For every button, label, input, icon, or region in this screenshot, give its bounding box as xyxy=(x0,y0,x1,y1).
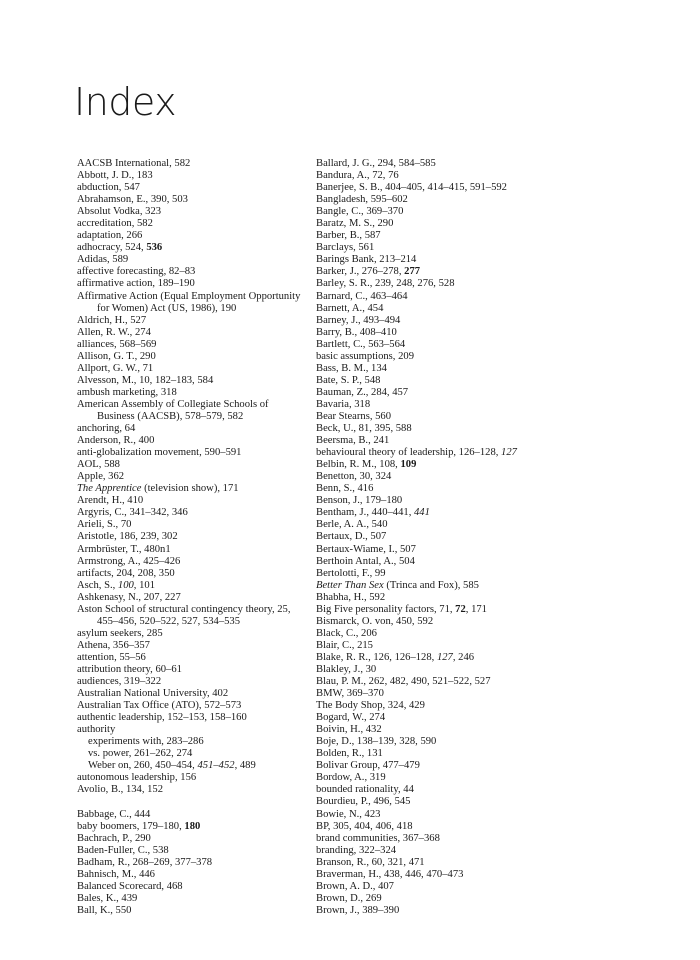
index-entry-text: Benetton, 30, 324 xyxy=(316,471,392,483)
index-entry xyxy=(77,833,302,845)
index-entry-text: Benn, S., 416 xyxy=(316,483,374,495)
index-entry-text: baby boomers, 179–180, xyxy=(77,820,185,832)
index-entry-text: Baden-Fuller, C., 538 xyxy=(77,844,169,856)
index-entry xyxy=(316,640,566,652)
index-entry xyxy=(77,471,302,483)
index-column-left xyxy=(77,158,302,917)
index-entry-text: Bate, S. P., 548 xyxy=(316,374,381,386)
index-entry xyxy=(316,254,566,266)
index-entry xyxy=(77,544,302,556)
index-entry-text: Australian National University, 402 xyxy=(77,688,229,700)
index-entry xyxy=(316,206,566,218)
index-entry-text: Barker, J., 276–278, xyxy=(316,266,405,278)
index-entry-text: alliances, 568–569 xyxy=(77,338,157,350)
index-entry-text: Absolut Vodka, 323 xyxy=(77,206,162,218)
index-entry xyxy=(316,351,566,363)
index-entry xyxy=(77,688,302,700)
index-entry-text: Bass, B. M., 134 xyxy=(316,362,387,374)
index-entry xyxy=(316,893,566,905)
index-entry xyxy=(77,664,302,676)
index-entry-text: AOL, 588 xyxy=(77,459,120,471)
index-entry-text: Bentham, J., 440–441, xyxy=(316,507,414,519)
index-entry-text: accreditation, 582 xyxy=(77,218,153,230)
index-entry-text: behavioural theory of leadership, 126–128, xyxy=(316,447,502,459)
index-entry-text: brand communities, 367–368 xyxy=(316,832,440,844)
index-entry xyxy=(316,784,566,796)
index-entry xyxy=(316,399,566,411)
index-entry-text: Barry, B., 408–410 xyxy=(316,326,397,338)
index-entry xyxy=(77,580,302,592)
index-entry xyxy=(316,580,566,592)
index-entry-text: Bavaria, 318 xyxy=(316,398,371,410)
index-entry xyxy=(316,857,566,869)
index-entry-text: Affirmative Action (Equal Employment Opportunity for Women) Act (US, 1986), 190 xyxy=(77,290,301,314)
index-entry xyxy=(77,784,302,796)
index-entry xyxy=(77,182,302,194)
index-entry-text: Bartlett, C., 563–564 xyxy=(316,338,406,350)
index-entry-text: Brown, D., 269 xyxy=(316,892,382,904)
index-entry-text: Avolio, B., 134, 152 xyxy=(77,784,164,796)
index-entry-text: anti-globalization movement, 590–591 xyxy=(77,447,242,459)
index-entry xyxy=(316,483,566,495)
index-entry-text: Bogard, W., 274 xyxy=(316,712,386,724)
index-entry xyxy=(316,387,566,399)
index-entry xyxy=(77,592,302,604)
index-entry xyxy=(316,218,566,230)
index-entry xyxy=(316,278,566,290)
index-entry xyxy=(316,495,566,507)
index-entry-text: Bowie, N., 423 xyxy=(316,808,381,820)
index-entry-text: The Body Shop, 324, 429 xyxy=(316,700,425,712)
index-entry xyxy=(77,230,302,242)
index-entry xyxy=(316,266,566,278)
index-entry-text: Ashkenasy, N., 207, 227 xyxy=(77,591,181,603)
index-entry xyxy=(316,291,566,303)
index-entry-text: Branson, R., 60, 321, 471 xyxy=(316,856,425,868)
index-entry-text: Barings Bank, 213–214 xyxy=(316,254,417,266)
index-entry xyxy=(77,676,302,688)
index-entry-text: Arieli, S., 70 xyxy=(77,519,132,531)
index-entry-text: Argyris, C., 341–342, 346 xyxy=(77,507,188,519)
index-entry-text: Braverman, H., 438, 446, 470–473 xyxy=(316,868,464,880)
index-entry-text: audiences, 319–322 xyxy=(77,676,162,688)
index-entry-text: , 101 xyxy=(133,579,155,591)
index-entry-text: basic assumptions, 209 xyxy=(316,350,414,362)
index-entry xyxy=(77,447,302,459)
index-entry xyxy=(77,435,302,447)
index-entry-text: , 171 xyxy=(465,603,487,615)
index-entry-text: Balanced Scorecard, 468 xyxy=(77,880,183,892)
index-entry-text: Apple, 362 xyxy=(77,471,125,483)
index-entry xyxy=(316,459,566,471)
index-entry-text: authority xyxy=(77,724,116,736)
index-entry xyxy=(77,712,302,724)
index-entry xyxy=(316,760,566,772)
index-entry-text: Baratz, M. S., 290 xyxy=(316,218,394,230)
index-entry-text: Alvesson, M., 10, 182–183, 584 xyxy=(77,374,214,386)
index-entry-text: bounded rationality, 44 xyxy=(316,784,414,796)
index-entry-text: Bahnisch, M., 446 xyxy=(77,868,155,880)
index-entry xyxy=(77,278,302,290)
index-entry-text: Aston School of structural contingency theory, 25, 455–456, 520–522, 527, 534–535 xyxy=(77,603,291,627)
index-entry xyxy=(77,339,302,351)
index-entry-text: anchoring, 64 xyxy=(77,423,136,435)
index-entry-text: Barber, B., 587 xyxy=(316,230,381,242)
index-entry xyxy=(77,423,302,435)
index-entry-text: Barnard, C., 463–464 xyxy=(316,290,408,302)
index-entry-text: Barclays, 561 xyxy=(316,242,375,254)
index-entry xyxy=(77,266,302,278)
index-entry-text: 277 xyxy=(404,266,421,278)
index-entry xyxy=(316,435,566,447)
index-entry xyxy=(77,170,302,182)
index-entry xyxy=(316,700,566,712)
index-entry xyxy=(316,375,566,387)
index-entry-text: Australian Tax Office (ATO), 572–573 xyxy=(77,700,242,712)
index-entry xyxy=(77,700,302,712)
index-entry xyxy=(77,628,302,640)
index-entry xyxy=(77,158,302,170)
index-entry-text: vs. power, 261–262, 274 xyxy=(88,748,193,760)
index-entry xyxy=(316,905,566,917)
index-entry-text: Beck, U., 81, 395, 588 xyxy=(316,423,412,435)
index-entry xyxy=(77,556,302,568)
index-entry-text: , 246 xyxy=(452,651,475,663)
index-entry xyxy=(77,905,302,917)
index-entry-text: Blake, R. R., 126, 126–128, xyxy=(316,651,437,663)
index-entry-text: Bertolotti, F., 99 xyxy=(316,567,386,579)
index-entry xyxy=(77,291,302,315)
index-entry-text: Blau, P. M., 262, 482, 490, 521–522, 527 xyxy=(316,676,491,688)
index-entry xyxy=(77,881,302,893)
index-entry xyxy=(316,303,566,315)
index-entry xyxy=(316,339,566,351)
index-entry xyxy=(316,821,566,833)
index-entry xyxy=(77,218,302,230)
index-entry xyxy=(77,387,302,399)
index-entry xyxy=(316,471,566,483)
index-entry xyxy=(316,736,566,748)
index-entry xyxy=(77,459,302,471)
index-entry-text: Armbrüster, T., 480n1 xyxy=(77,543,171,555)
index-entry xyxy=(77,206,302,218)
index-entry-text: Bear Stearns, 560 xyxy=(316,410,392,422)
index-entry-text: Aristotle, 186, 239, 302 xyxy=(77,531,178,543)
index-entry-text: Black, C., 206 xyxy=(316,627,377,639)
index-entry xyxy=(77,194,302,206)
index-entry xyxy=(77,363,302,375)
index-entry-text: 441 xyxy=(414,507,430,519)
index-entry xyxy=(316,652,566,664)
index-entry-text: autonomous leadership, 156 xyxy=(77,772,197,784)
index-entry-text: 451–452 xyxy=(197,760,235,772)
index-entry-text: Bertaux, D., 507 xyxy=(316,531,387,543)
index-entry xyxy=(77,375,302,387)
index-entry xyxy=(316,568,566,580)
index-entry-text: Ballard, J. G., 294, 584–585 xyxy=(316,158,436,169)
index-entry xyxy=(316,230,566,242)
index-entry-text: asylum seekers, 285 xyxy=(77,627,163,639)
index-entry xyxy=(77,652,302,664)
index-entry xyxy=(316,845,566,857)
index-entry xyxy=(77,507,302,519)
index-entry-text: Babbage, C., 444 xyxy=(77,808,151,820)
index-entry-text: Benson, J., 179–180 xyxy=(316,495,403,507)
index-entry-text: American Assembly of Collegiate Schools of Business (AACSB), 578–579, 582 xyxy=(77,398,269,422)
index-entry-text: Blakley, J., 30 xyxy=(316,663,377,675)
index-entry-text: Barley, S. R., 239, 248, 276, 528 xyxy=(316,278,455,290)
index-entry xyxy=(316,809,566,821)
index-entry-text: Aldrich, H., 527 xyxy=(77,314,147,326)
index-entry-text: 127 xyxy=(501,447,517,459)
index-entry xyxy=(316,447,566,459)
index-entry-text: Banerjee, S. B., 404–405, 414–415, 591–592 xyxy=(316,182,507,194)
index-entry xyxy=(77,495,302,507)
index-entry xyxy=(316,327,566,339)
index-entry xyxy=(316,315,566,327)
index-entry-text: Ball, K., 550 xyxy=(77,904,132,916)
index-entry xyxy=(77,483,302,495)
index-entry-text: AACSB International, 582 xyxy=(77,158,191,169)
index-entry-text: Barney, J., 493–494 xyxy=(316,314,401,326)
index-entry-text: Bourdieu, P., 496, 545 xyxy=(316,796,411,808)
index-entry-text: Athena, 356–357 xyxy=(77,639,150,651)
index-entry-text: 180 xyxy=(184,820,201,832)
index-entry-text: 127 xyxy=(436,651,453,663)
index-entry-text: Abrahamson, E., 390, 503 xyxy=(77,194,188,206)
index-entry-text: Abbott, J. D., 183 xyxy=(77,170,153,182)
index-entry-text: Beersma, B., 241 xyxy=(316,435,390,447)
index-entry xyxy=(77,640,302,652)
index-entry xyxy=(77,327,302,339)
index-entry-text: 109 xyxy=(400,459,417,471)
index-entry-text: abduction, 547 xyxy=(77,182,140,194)
index-entry xyxy=(77,760,302,772)
index-entry-text: Boje, D., 138–139, 328, 590 xyxy=(316,736,437,748)
index-entry-text: ambush marketing, 318 xyxy=(77,386,177,398)
index-entry-text: Bhabha, H., 592 xyxy=(316,591,386,603)
index-entry xyxy=(77,845,302,857)
index-entry-text: Bolden, R., 131 xyxy=(316,748,383,760)
index-entry xyxy=(77,399,302,423)
index-entry xyxy=(316,712,566,724)
index-entry-text: attention, 55–56 xyxy=(77,651,146,663)
index-entry-text: Brown, J., 389–390 xyxy=(316,904,400,916)
index-entry-text: adaptation, 266 xyxy=(77,230,143,242)
index-entry xyxy=(316,616,566,628)
index-entry-text: (television show), 171 xyxy=(141,483,239,495)
index-entry-text: Bertaux-Wiame, I., 507 xyxy=(316,543,416,555)
index-entry-text: Bangle, C., 369–370 xyxy=(316,206,404,218)
index-entry xyxy=(77,893,302,905)
index-entry-text: BP, 305, 404, 406, 418 xyxy=(316,820,413,832)
index-entry xyxy=(77,242,302,254)
index-entry-text: Arendt, H., 410 xyxy=(77,495,144,507)
index-entry-text: branding, 322–324 xyxy=(316,844,397,856)
index-column-right xyxy=(316,158,566,917)
index-entry-text: affective forecasting, 82–83 xyxy=(77,266,196,278)
index-entry-text: Big Five personality factors, 71, xyxy=(316,603,456,615)
index-entry-text: Berle, A. A., 540 xyxy=(316,519,388,531)
index-entry-text: , 489 xyxy=(234,760,256,772)
index-entry xyxy=(316,531,566,543)
index-entry xyxy=(316,556,566,568)
index-entry-text: Belbin, R. M., 108, xyxy=(316,459,401,471)
index-entry-text: Brown, A. D., 407 xyxy=(316,880,394,892)
index-entry-text: Bolivar Group, 477–479 xyxy=(316,760,420,772)
index-entry-text: 72 xyxy=(455,603,466,615)
index-entry-text: (Trinca and Fox), 585 xyxy=(383,579,479,591)
index-entry-text: adhocracy, 524, xyxy=(77,242,147,254)
index-entry-text: Badham, R., 268–269, 377–378 xyxy=(77,856,213,868)
index-entry xyxy=(316,363,566,375)
index-entry-text: authentic leadership, 152–153, 158–160 xyxy=(77,712,247,724)
index-entry xyxy=(316,194,566,206)
index-entry xyxy=(316,833,566,845)
index-entry xyxy=(316,664,566,676)
index-entry-text: Better Than Sex xyxy=(316,579,384,591)
index-entry-text: Bandura, A., 72, 76 xyxy=(316,170,399,182)
index-entry xyxy=(316,411,566,423)
index-entry-text: 100 xyxy=(117,579,134,591)
index-entry-text: Asch, S., xyxy=(77,579,118,591)
index-entry xyxy=(77,351,302,363)
index-entry xyxy=(77,315,302,327)
index-entry xyxy=(316,242,566,254)
index-entry-text: Bales, K., 439 xyxy=(77,892,138,904)
index-entry-text: The Apprentice xyxy=(77,483,142,495)
index-entry xyxy=(316,688,566,700)
index-entry xyxy=(316,724,566,736)
index-entry xyxy=(316,881,566,893)
index-entry-text: Allison, G. T., 290 xyxy=(77,350,156,362)
index-entry-text: Bordow, A., 319 xyxy=(316,772,386,784)
index-entry xyxy=(316,519,566,531)
index-entry-text: BMW, 369–370 xyxy=(316,688,384,700)
index-entry-text: 536 xyxy=(146,242,163,254)
page-title: Index xyxy=(74,80,177,124)
index-entry-text: Allport, G. W., 71 xyxy=(77,362,154,374)
index-entry xyxy=(77,857,302,869)
index-entry xyxy=(316,592,566,604)
index-entry-text: experiments with, 283–286 xyxy=(88,736,204,748)
index-entry xyxy=(77,531,302,543)
index-entry xyxy=(316,796,566,808)
index-entry xyxy=(316,748,566,760)
index-entry xyxy=(316,158,566,170)
index-entry xyxy=(77,724,302,736)
index-entry-text: artifacts, 204, 208, 350 xyxy=(77,567,175,579)
index-entry xyxy=(316,869,566,881)
index-entry-text: Adidas, 589 xyxy=(77,254,129,266)
index-entry xyxy=(77,748,302,760)
index-entry-text: Allen, R. W., 274 xyxy=(77,326,151,338)
index-entry-text: affirmative action, 189–190 xyxy=(77,278,195,290)
index-entry xyxy=(316,676,566,688)
index-entry-text: Bangladesh, 595–602 xyxy=(316,194,408,206)
index-entry xyxy=(316,544,566,556)
index-entry xyxy=(77,254,302,266)
index-entry-text: Berthoin Antal, A., 504 xyxy=(316,555,415,567)
index-entry xyxy=(316,507,566,519)
index-entry xyxy=(77,869,302,881)
index-entry xyxy=(316,628,566,640)
index-entry xyxy=(77,821,302,833)
index-entry-text: Weber on, 260, 450–454, xyxy=(88,760,198,772)
index-entry-text: Bachrach, P., 290 xyxy=(77,832,151,844)
index-entry-text: Bauman, Z., 284, 457 xyxy=(316,386,409,398)
index-entry xyxy=(316,772,566,784)
index-entry xyxy=(77,809,302,821)
index-entry xyxy=(77,604,302,628)
index-entry xyxy=(316,423,566,435)
section-gap xyxy=(77,796,302,808)
index-entry-text: Anderson, R., 400 xyxy=(77,435,155,447)
index-entry-text: Blair, C., 215 xyxy=(316,639,373,651)
index-entry-text: Barnett, A., 454 xyxy=(316,302,384,314)
index-entry xyxy=(316,604,566,616)
index-entry xyxy=(77,736,302,748)
index-entry xyxy=(77,772,302,784)
index-entry-text: Armstrong, A., 425–426 xyxy=(77,555,181,567)
index-entry-text: Boivin, H., 432 xyxy=(316,724,382,736)
index-entry-text: attribution theory, 60–61 xyxy=(77,663,182,675)
index-entry-text: Bismarck, O. von, 450, 592 xyxy=(316,615,434,627)
index-entry xyxy=(77,519,302,531)
index-entry xyxy=(316,182,566,194)
index-entry xyxy=(316,170,566,182)
index-entry xyxy=(77,568,302,580)
